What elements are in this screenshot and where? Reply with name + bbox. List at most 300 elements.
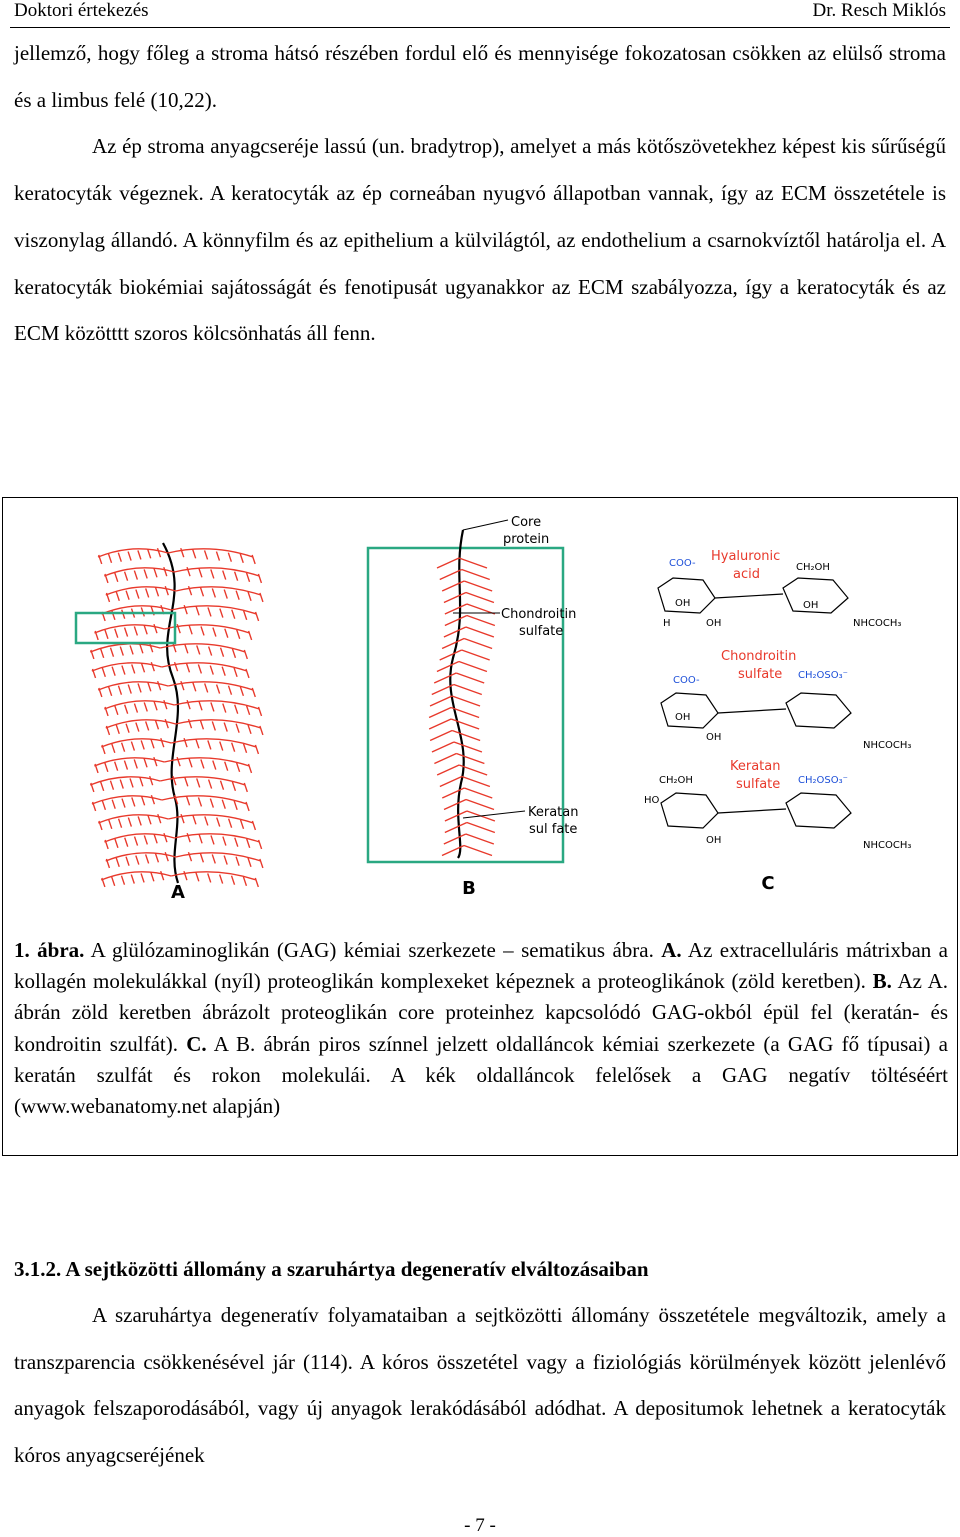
side-chain-tick: [205, 550, 208, 559]
side-chain-tick: [151, 795, 154, 804]
side-chain-tick: [252, 821, 255, 830]
side-chain-tick: [236, 591, 239, 600]
side-chain-tick: [223, 704, 226, 713]
side-chain-tick: [232, 610, 235, 619]
gag-chain: [432, 742, 454, 752]
side-chain-tick: [158, 681, 161, 690]
side-chain-tick: [225, 762, 228, 771]
side-chain-tick: [198, 797, 201, 806]
ch2oso3-3: CH₂OSO₃⁻: [798, 775, 848, 786]
side-chain-tick: [248, 592, 251, 601]
side-chain-tick: [136, 590, 139, 599]
side-chain-tick: [185, 777, 188, 786]
gag-chain: [445, 811, 467, 821]
side-chain-tick: [199, 701, 202, 710]
intro-line-2: Az ép stroma anyagcseréje lassú (un. bradytrop), amelyet a más kötőszövetekhez képest kis sűrűségű keratocyták végeznek. A keratocyták az ép corneában nyugvó állapotban vannak, így az ECM összetétele is viszonylag állandó. A könnyfilm és az epithelium a külvilágtól, az endothelium a csarnokvíztől határolja el. A keratocyták biokémiai sajátosságát és fenotipusát ugyanakkor az ECM szabályozza, így a keratocyták és az ECM közötttt szoros kölcsönhatás áll fenn.: [14, 134, 946, 346]
gag-chain: [442, 788, 464, 798]
side-chain-tick: [105, 763, 108, 772]
side-chain-tick: [252, 688, 255, 697]
side-chain-tick: [200, 853, 203, 862]
side-chain-tick: [155, 853, 158, 862]
gag-chain: [467, 616, 495, 626]
side-chain-tick: [148, 549, 151, 558]
page-header: [0, 0, 960, 26]
side-chain-tick: [232, 876, 235, 885]
side-chain-tick: [112, 877, 115, 886]
side-chain-tick: [259, 840, 262, 849]
caption-text-4: A B. ábrán piros színnel jelzett oldalláncok kémiai szerkezete (a GAG fő típusai) a keratán szulfát és rokon molekulái. A kék oldalláncok felelősek a GAG negatív töltéséért (www.webanatomy.net alapján): [14, 1031, 948, 1119]
side-chain-tick: [244, 783, 247, 792]
side-chain-tick: [131, 875, 134, 884]
side-chain-tick: [189, 625, 192, 634]
side-chain-tick: [158, 814, 161, 823]
side-chain-tick: [120, 780, 123, 789]
side-chain-tick: [225, 629, 228, 638]
side-chain-tick: [154, 568, 157, 577]
side-chain-tick: [228, 686, 231, 695]
side-chain-tick: [151, 739, 154, 748]
side-chain-tick: [193, 682, 196, 691]
side-chain-tick: [222, 800, 225, 809]
side-chain-tick: [125, 705, 128, 714]
side-chain-tick: [148, 815, 151, 824]
side-chain-tick: [144, 758, 147, 767]
side-chain-tick: [102, 668, 105, 677]
side-chain-tick: [237, 763, 240, 772]
side-chain-tick: [213, 628, 216, 637]
side-chain-tick: [146, 854, 149, 863]
side-chain-tick: [136, 723, 139, 732]
side-chain-tick: [210, 666, 213, 675]
side-chain-tick: [109, 554, 112, 563]
side-chain-tick: [109, 687, 112, 696]
side-chain-tick: [122, 799, 125, 808]
side-chain-tick: [102, 801, 105, 810]
gag-chain: [456, 673, 484, 683]
side-chain-tick: [110, 781, 113, 790]
ch2oso3-2: CH₂OSO₃⁻: [798, 670, 848, 681]
side-chain-tick: [235, 838, 238, 847]
side-chain-tick: [161, 738, 164, 747]
side-chain-tick: [135, 837, 138, 846]
label-core: Core: [511, 515, 542, 530]
side-chain-tick: [234, 801, 237, 810]
side-chain-tick: [221, 648, 224, 657]
label-keratan-c: Keratan: [730, 759, 781, 774]
gag-chain: [440, 650, 462, 660]
side-chain-tick: [205, 816, 208, 825]
nhcoch3-1: NHCOCH₃: [853, 618, 902, 629]
side-chain-tick: [211, 702, 214, 711]
side-chain-tick: [124, 761, 127, 770]
side-chain-tick: [193, 815, 196, 824]
side-chain-tick: [208, 607, 211, 616]
side-chain-tick: [132, 797, 135, 806]
side-chain-tick: [200, 720, 203, 729]
side-chain-tick: [258, 574, 261, 583]
label-hyaluronic: Hyaluronic: [711, 549, 781, 564]
side-chain-tick: [138, 683, 141, 692]
side-chain-tick: [158, 548, 161, 557]
side-chain-tick: [237, 630, 240, 639]
side-chain-tick: [101, 649, 104, 658]
side-chain-tick: [161, 871, 164, 880]
side-chain-tick: [241, 820, 244, 829]
side-chain-tick: [240, 554, 243, 563]
label-keratan-sulfate-c: sulfate: [736, 777, 781, 792]
gag-chain: [437, 662, 459, 672]
side-chain-tick: [128, 818, 131, 827]
side-chain-tick: [212, 721, 215, 730]
gag-chain: [464, 639, 492, 649]
gag-chain: [444, 834, 466, 844]
side-chain-tick: [256, 612, 259, 621]
label-keratan: Keratan: [528, 805, 579, 820]
side-chain-tick: [260, 593, 263, 602]
side-chain-tick: [109, 820, 112, 829]
side-chain-tick: [132, 664, 135, 673]
gag-chain: [459, 558, 487, 568]
gag-chain: [445, 823, 467, 833]
gag-chain: [434, 673, 456, 683]
side-chain-tick: [186, 663, 189, 672]
gag-chain: [466, 834, 494, 844]
gag-chain: [437, 765, 459, 775]
label-acid: acid: [733, 567, 760, 582]
gag-chain: [444, 593, 466, 603]
gag-chain: [459, 662, 487, 672]
side-chain-tick: [199, 568, 202, 577]
side-chain-tick: [244, 650, 247, 659]
side-chain-tick: [196, 739, 199, 748]
side-chain-tick: [220, 609, 223, 618]
side-chain-tick: [224, 856, 227, 865]
side-chain-tick: [197, 778, 200, 787]
side-chain-tick: [141, 873, 144, 882]
gag-chain: [429, 719, 451, 729]
side-chain-tick: [232, 743, 235, 752]
gag-chain: [462, 570, 490, 580]
gag-chain: [445, 616, 467, 626]
side-chain-tick: [189, 758, 192, 767]
side-chain-tick: [201, 759, 204, 768]
side-chain-tick: [212, 588, 215, 597]
side-chain-tick: [236, 857, 239, 866]
gag-chain: [456, 754, 484, 764]
gag-chain: [437, 558, 459, 568]
side-chain-tick: [138, 550, 141, 559]
side-chain-tick: [255, 745, 258, 754]
gag-chain: [429, 708, 451, 718]
side-chain-tick: [154, 701, 157, 710]
side-chain-tick: [148, 682, 151, 691]
side-chain-tick: [120, 647, 123, 656]
side-chain-tick: [125, 572, 128, 581]
side-chain-tick: [125, 628, 128, 637]
side-chain-tick: [201, 626, 204, 635]
panel-a-proteoglycan: [76, 543, 263, 887]
panel-c-label: C: [761, 873, 775, 894]
side-chain-tick: [130, 778, 133, 787]
side-chain-tick: [154, 757, 157, 766]
section-heading: 3.1.2. A sejtközötti állomány a szaruhártya degeneratív elváltozásaiban: [14, 1257, 649, 1281]
gag-chain: [454, 742, 482, 752]
gag-chain: [464, 788, 492, 798]
side-chain-tick: [134, 571, 137, 580]
side-chain-tick: [130, 645, 133, 654]
caption-number: 1. ábra.: [14, 938, 85, 962]
side-chain-tick: [142, 796, 145, 805]
gag-chain: [462, 650, 490, 660]
side-chain-tick: [224, 723, 227, 732]
side-chain-tick: [150, 776, 153, 785]
side-chain-tick: [210, 799, 213, 808]
gag-chain: [464, 846, 492, 856]
side-chain-tick: [248, 725, 251, 734]
side-chain-tick: [211, 835, 214, 844]
caption-text-3: Az A. ábrán zöld keretben ábrázolt proteoglikán core proteinhez kapcsolódó GAG-okból épül fel (keratán- és kondroitin szulfát).: [14, 969, 948, 1056]
side-chain-tick: [125, 838, 128, 847]
side-chain-tick: [235, 572, 238, 581]
figure-box: [2, 497, 958, 1156]
side-chain-tick: [116, 725, 119, 734]
side-chain-tick: [126, 724, 129, 733]
side-chain-tick: [128, 552, 131, 561]
header-title: Doktori értekezés: [14, 0, 149, 21]
intro-paragraph: [14, 30, 946, 357]
side-chain-tick: [234, 668, 237, 677]
side-chain-tick: [155, 587, 158, 596]
caption-a: A.: [661, 938, 682, 962]
side-chain-tick: [235, 705, 238, 714]
side-chain-tick: [165, 586, 168, 595]
side-chain-tick: [223, 837, 226, 846]
side-chain-tick: [199, 834, 202, 843]
oh-1b: OH: [706, 618, 722, 629]
gag-chain: [444, 800, 466, 810]
section-paragraph: [14, 1292, 946, 1479]
gag-chain: [434, 754, 456, 764]
page-number: - 7 -: [464, 1515, 496, 1536]
label-chondroitin: Chondroitin: [501, 607, 577, 622]
panel-c-chemistry: [644, 549, 911, 851]
side-chain-tick: [141, 740, 144, 749]
side-chain-tick: [208, 740, 211, 749]
side-chain-tick: [128, 685, 131, 694]
side-chain-tick: [112, 667, 115, 676]
side-chain-tick: [144, 702, 147, 711]
side-chain-tick: [247, 573, 250, 582]
side-chain-tick: [217, 818, 220, 827]
nhcoch3-3: NHCOCH₃: [863, 840, 912, 851]
figure-caption: [14, 935, 948, 1122]
side-chain-tick: [134, 626, 137, 635]
gag-chain: [467, 823, 495, 833]
oh-2b: OH: [706, 732, 722, 743]
panel-b-label: B: [462, 878, 476, 899]
caption-b: B.: [872, 969, 892, 994]
side-chain-tick: [196, 606, 199, 615]
side-chain-tick: [187, 796, 190, 805]
panel-a-label: A: [171, 882, 185, 903]
side-chain-tick: [115, 706, 118, 715]
side-chain-tick: [154, 624, 157, 633]
side-chain-tick: [260, 726, 263, 735]
side-chain-tick: [248, 764, 251, 773]
gag-chain: [454, 685, 482, 695]
coo-1: COO-: [669, 558, 696, 569]
ho-3: HO: [644, 795, 660, 806]
caption-c: C.: [186, 1031, 207, 1056]
gag-chain: [452, 696, 480, 706]
side-chain-tick: [247, 839, 250, 848]
side-chain-tick: [118, 686, 121, 695]
side-chain-tick: [144, 625, 147, 634]
side-chain-tick: [244, 611, 247, 620]
label-chondroitin-sulfate-c: sulfate: [738, 667, 783, 682]
side-chain-tick: [115, 762, 118, 771]
side-chain-tick: [122, 743, 125, 752]
side-chain-tick: [246, 669, 249, 678]
side-chain-tick: [205, 683, 208, 692]
side-chain-tick: [164, 833, 167, 842]
side-chain-tick: [119, 819, 122, 828]
gag-chain: [466, 800, 494, 810]
side-chain-tick: [232, 782, 235, 791]
side-chain-tick: [112, 744, 115, 753]
side-chain-tick: [150, 643, 153, 652]
coo-2: COO-: [673, 675, 700, 686]
side-chain-tick: [140, 777, 143, 786]
side-chain-tick: [146, 721, 149, 730]
side-chain-tick: [146, 588, 149, 597]
side-chain-tick: [217, 685, 220, 694]
oh-2a: OH: [675, 712, 691, 723]
side-chain-tick: [220, 742, 223, 751]
gag-chain: [430, 731, 452, 741]
side-chain-tick: [211, 569, 214, 578]
side-chain-tick: [255, 878, 258, 887]
side-chain-tick: [155, 720, 158, 729]
nhcoch3-2: NHCOCH₃: [863, 740, 912, 751]
caption-text-1: A glülózaminoglikán (GAG) kémiai szerkezete – sematikus ábra.: [84, 938, 662, 962]
side-chain-tick: [165, 852, 168, 861]
side-chain-tick: [198, 664, 201, 673]
label-chondroitin-c: Chondroitin: [721, 649, 797, 664]
side-chain-tick: [220, 875, 223, 884]
side-chain-tick: [209, 647, 212, 656]
header-author: Dr. Resch Miklós: [812, 0, 946, 21]
side-chain-tick: [240, 687, 243, 696]
side-chain-tick: [144, 835, 147, 844]
side-chain-tick: [224, 590, 227, 599]
ch2oh-3: CH₂OH: [659, 775, 693, 786]
side-chain-tick: [216, 552, 219, 561]
side-chain-tick: [122, 666, 125, 675]
side-chain-tick: [116, 858, 119, 867]
side-chain-tick: [236, 724, 239, 733]
side-chain-tick: [228, 553, 231, 562]
label-keratan-sulfate: sul fate: [529, 822, 578, 837]
oh-1c: OH: [803, 600, 819, 611]
side-chain-tick: [222, 667, 225, 676]
side-chain-tick: [144, 569, 147, 578]
side-chain-tick: [208, 873, 211, 882]
side-chain-tick: [101, 782, 104, 791]
gag-chain: [444, 627, 466, 637]
side-chain-tick: [115, 839, 118, 848]
label-chondroitin-sulfate: sulfate: [519, 624, 564, 639]
side-chain-tick: [244, 744, 247, 753]
label-protein: protein: [503, 532, 550, 547]
side-chain-tick: [131, 742, 134, 751]
side-chain-tick: [258, 707, 261, 716]
h-1: H: [663, 618, 671, 629]
side-chain-tick: [126, 591, 129, 600]
gag-chain: [442, 639, 464, 649]
side-chain-tick: [154, 834, 157, 843]
gag-chain: [462, 777, 490, 787]
side-chain-tick: [105, 630, 108, 639]
side-chain-tick: [110, 648, 113, 657]
side-chain-tick: [165, 719, 168, 728]
section-paragraph-text: A szaruhártya degeneratív folyamataiban a sejtközötti állomány összetétele megváltozik, amely a transzparencia csökkenésével jár (114). A kóros összetétel vagy a fiziológiás körülmények között jelenlévő anyagok felszaporodásából, vagy új anyagok lerakódásából adódhat. A depositumok lehetnek a keratocyták kóros anyagcseréjének: [14, 1303, 946, 1468]
side-chain-tick: [164, 700, 167, 709]
caption-text-2: Az extracelluláris mátrixban a kollagén molekulákkal (nyíl) proteoglikán komplexeket képeznek a proteoglikánok (zöld keretben).: [14, 938, 948, 994]
side-chain-tick: [126, 857, 129, 866]
side-chain-tick: [223, 571, 226, 580]
oh-1a: OH: [675, 598, 691, 609]
side-chain-tick: [200, 587, 203, 596]
side-chain-tick: [249, 631, 252, 640]
gag-chain: [466, 627, 494, 637]
side-chain-tick: [260, 859, 263, 868]
side-chain-tick: [212, 854, 215, 863]
side-chain-tick: [138, 816, 141, 825]
side-chain-tick: [232, 649, 235, 658]
side-chain-tick: [136, 856, 139, 865]
side-chain-tick: [185, 644, 188, 653]
side-chain-tick: [112, 800, 115, 809]
side-chain-tick: [140, 644, 143, 653]
side-chain-tick: [164, 567, 167, 576]
side-chain-tick: [248, 858, 251, 867]
side-chain-tick: [134, 704, 137, 713]
oh-3a: OH: [706, 835, 722, 846]
side-chain-tick: [197, 645, 200, 654]
gag-chain: [442, 581, 464, 591]
side-chain-tick: [121, 876, 124, 885]
side-chain-tick: [151, 872, 154, 881]
gag-chain: [451, 719, 479, 729]
side-chain-tick: [209, 780, 212, 789]
side-chain-tick: [252, 555, 255, 564]
side-chain-tick: [196, 872, 199, 881]
header-rule: [10, 27, 950, 28]
gag-chain: [452, 731, 480, 741]
side-chain-tick: [193, 549, 196, 558]
side-chain-tick: [115, 573, 118, 582]
side-chain-tick: [213, 761, 216, 770]
side-chain-tick: [116, 592, 119, 601]
side-chain-tick: [142, 663, 145, 672]
ch2oh-1: CH₂OH: [796, 562, 830, 573]
side-chain-tick: [247, 706, 250, 715]
side-chain-tick: [134, 759, 137, 768]
gag-chain: [440, 777, 462, 787]
side-chain-tick: [151, 662, 154, 671]
side-chain-tick: [229, 819, 232, 828]
